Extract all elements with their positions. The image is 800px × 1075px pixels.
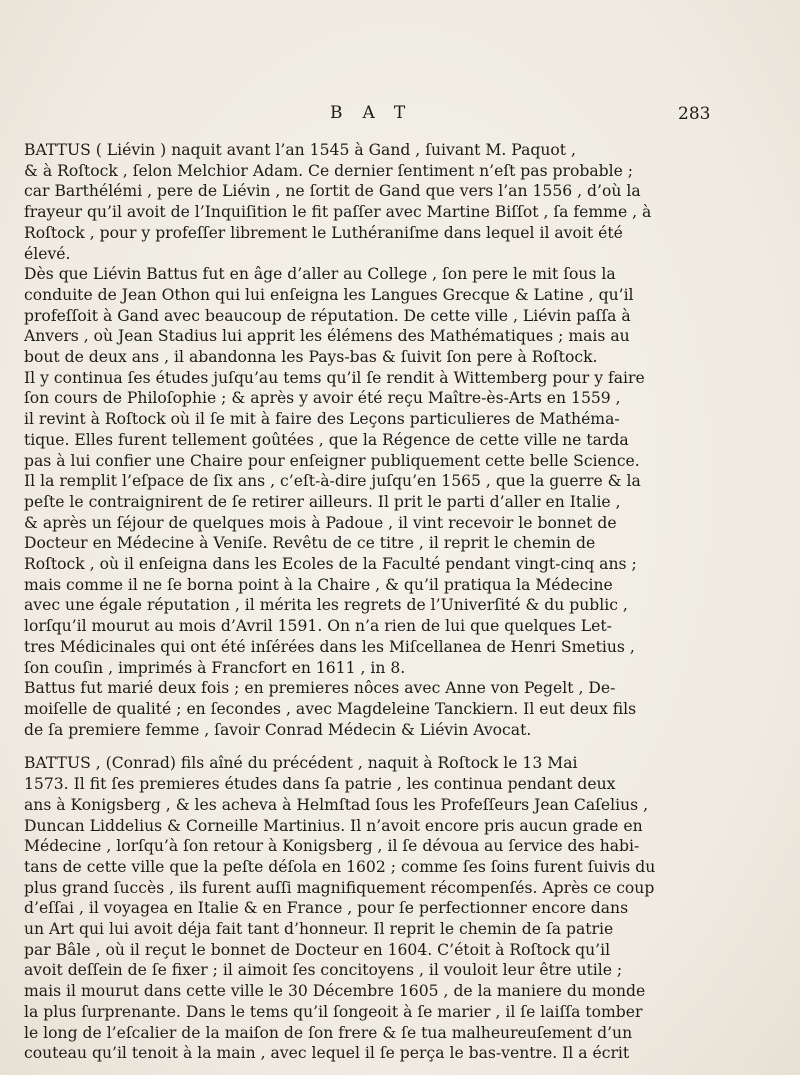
text-line: plus grand ſuccès , ils furent auſſi magnifiquement récompenſés. Après ce coup <box>24 878 655 897</box>
text-line: de ſa premiere femme , ſavoir Conrad Médecin & Liévin Avocat. <box>24 720 532 739</box>
text-line: d’eſſai , il voyagea en Italie & en France , pour ſe perfectionner encore dans <box>24 899 629 918</box>
text-line: peſte le contraignirent de ſe retirer ailleurs. Il prit le parti d’aller en Italie , <box>24 492 621 511</box>
text-line: Anvers , où Jean Stadius lui apprit les élémens des Mathématiques ; mais au <box>24 327 630 346</box>
text-line: avoit deſſein de ſe fixer ; il aimoit ſes concitoyens , il vouloit leur être utile ; <box>24 961 623 980</box>
text-line: Docteur en Médecine à Veniſe. Revêtu de ce titre , il reprit le chemin de <box>24 534 596 553</box>
body-text <box>24 140 710 1064</box>
page-number: 283 <box>678 104 711 124</box>
text-line: couteau qu’il tenoit à la main , avec lequel il ſe perça le bas-ventre. Il a écrit <box>24 1044 630 1063</box>
text-line: Roſtock , pour y profeſſer librement le Luthéraniſme dans lequel il avoit été <box>24 223 623 242</box>
text-line: & après un ſéjour de quelques mois à Padoue , il vint recevoir le bonnet de <box>24 513 617 532</box>
text-line: lorſqu’il mourut au mois d’Avril 1591. On n’a rien de lui que quelques Let- <box>24 617 612 636</box>
text-line: tique. Elles furent tellement goûtées , que la Régence de cette ville ne tarda <box>24 430 629 449</box>
text-line: Battus fut marié deux fois ; en premieres nôces avec Anne von Pegelt , De- <box>24 679 616 698</box>
text-line: car Barthélémi , pere de Liévin , ne ſortit de Gand que vers l’an 1556 , d’où la <box>24 182 641 201</box>
text-line: mais comme il ne ſe borna point à la Chaire , & qu’il pratiqua la Médecine <box>24 575 613 594</box>
text-line: la plus ſurprenante. Dans le tems qu’il ſongeoit à ſe marier , il ſe laiſſa tomber <box>24 1002 643 1021</box>
text-line: Médecine , lorſqu’à ſon retour à Konigsberg , il ſe dévoua au ſervice des habi- <box>24 837 640 856</box>
text-line: Il la remplit l’eſpace de ſix ans , c’eſt-à-dire juſqu’en 1565 , que la guerre & la <box>24 472 641 491</box>
running-head: BAT <box>330 103 426 123</box>
text-line: tres Médicinales qui ont été inſérées dans les Miſcellanea de Henri Smetius , <box>24 637 635 656</box>
text-line: ſon couſin , imprimés à Francfort en 1611 , in 8. <box>24 658 406 677</box>
text-line: ſon cours de Philoſophie ; & après y avoir été reçu Maître-ès-Arts en 1559 , <box>24 389 621 408</box>
text-line: Roſtock , où il enſeigna dans les Ecoles de la Faculté pendant vingt-cinq ans ; <box>24 555 637 574</box>
text-line: conduite de Jean Othon qui lui enſeigna les Langues Grecque & Latine , qu’il <box>24 285 634 304</box>
text-line: BATTUS ( Liévin ) naquit avant l’an 1545 à Gand , ſuivant M. Paquot , <box>24 141 576 159</box>
text-line: tans de cette ville que la peſte déſola en 1602 ; comme ſes ſoins furent ſuivis du <box>24 857 656 876</box>
text-line: bout de deux ans , il abandonna les Pays-bas & ſuivit ſon pere à Roſtock. <box>24 348 598 367</box>
text-line: Dès que Liévin Battus fut en âge d’aller au College , ſon pere le mit ſous la <box>24 265 616 284</box>
text-line: frayeur qu’il avoit de l’Inquiſition le fit paſſer avec Martine Biſſot , ſa femme , à <box>24 203 652 222</box>
text-line: le long de l’eſcalier de la maiſon de ſon frere & ſe tua malheureuſement d’un <box>24 1023 633 1042</box>
text-line: Il y continua ſes études juſqu’au tems qu’il ſe rendit à Wittemberg pour y faire <box>24 368 645 387</box>
text-line: 1573. Il fit ſes premieres études dans ſa patrie , les continua pendant deux <box>24 775 616 794</box>
paragraph-gap <box>24 740 710 753</box>
text-line: profeſſoit à Gand avec beaucoup de réputation. De cette ville , Liévin paſſa à <box>24 306 631 325</box>
text-line: BATTUS , (Conrad) fils aîné du précédent , naquit à Roſtock le 13 Mai <box>24 754 578 773</box>
text-line: ans à Konigsberg , & les acheva à Helmſtad ſous les Profeſſeurs Jean Caſelius , <box>24 795 649 814</box>
text-line: élevé. <box>24 244 71 263</box>
text-line: pas à lui confier une Chaire pour enſeigner publiquement cette belle Science. <box>24 451 640 470</box>
text-line: avec une égale réputation , il mérita les regrets de l’Univerſité & du public , <box>24 596 628 615</box>
text-line: mais il mourut dans cette ville le 30 Décembre 1605 , de la maniere du monde <box>24 982 646 1001</box>
text-line: par Bâle , où il reçut le bonnet de Docteur en 1604. C’étoit à Roſtock qu’il <box>24 940 611 959</box>
text-line: & à Roſtock , ſelon Melchior Adam. Ce dernier ſentiment n’eſt pas probable ; <box>24 161 634 180</box>
text-line: moiſelle de qualité ; en ſecondes , avec Magdeleine Tanckiern. Il eut deux fils <box>24 699 637 718</box>
text-line: Duncan Liddelius & Corneille Martinius. Il n’avoit encore pris aucun grade en <box>24 816 643 835</box>
text-line: un Art qui lui avoit déja fait tant d’honneur. Il reprit le chemin de ſa patrie <box>24 920 614 939</box>
text-line: il revint à Roſtock où il ſe mit à faire des Leçons particulieres de Mathéma- <box>24 410 620 429</box>
